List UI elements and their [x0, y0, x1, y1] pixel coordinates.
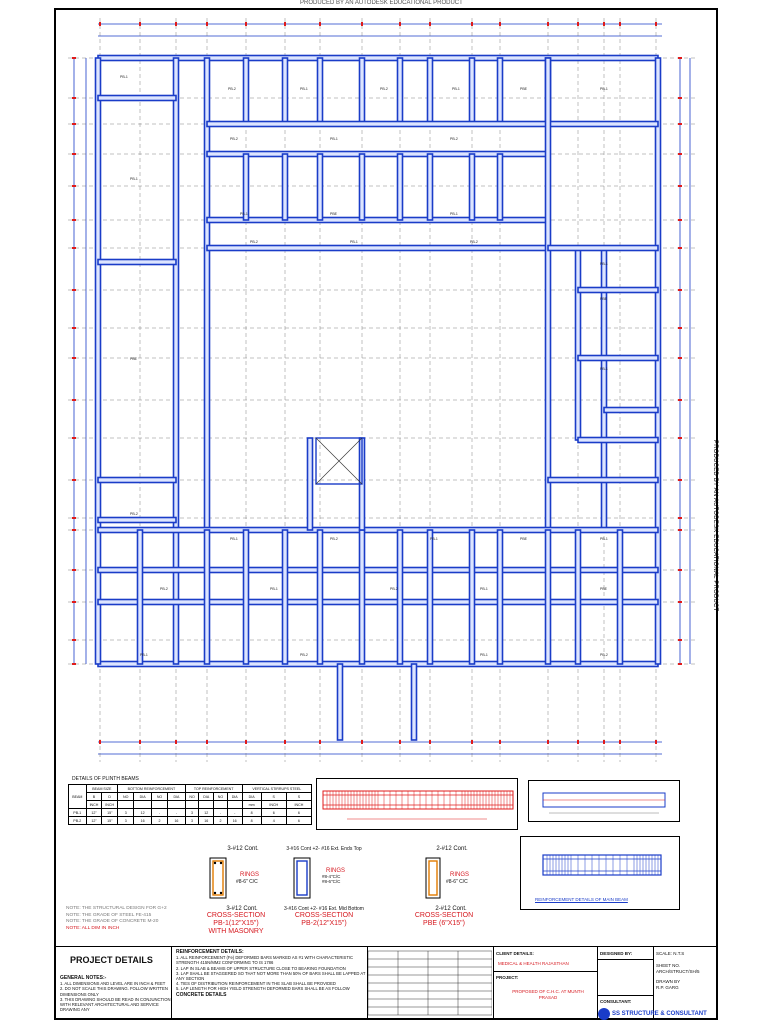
- beam: [338, 664, 343, 740]
- beam: [98, 528, 658, 533]
- header-top: TOP REINFORCEMENT: [185, 785, 242, 793]
- beam: [98, 478, 176, 483]
- dim-tick: [72, 529, 76, 531]
- header-stirrups: VERTICAL STIRRUPS STEEL: [242, 785, 311, 793]
- dim-tick: [619, 740, 621, 744]
- dim-tick: [139, 22, 141, 26]
- beam: [412, 664, 417, 740]
- beam-label: PB-1: [300, 87, 308, 91]
- dim-tick: [603, 740, 605, 744]
- beam: [98, 662, 658, 667]
- dim-tick: [245, 22, 247, 26]
- beam: [578, 438, 658, 443]
- lap-table-grid: [368, 947, 492, 1017]
- beam-label: PB-1: [600, 87, 608, 91]
- dim-tick: [319, 22, 321, 26]
- dim-tick: [99, 740, 101, 744]
- beam-label: PB-2: [130, 512, 138, 516]
- consultant-logo-icon: [598, 1008, 610, 1020]
- dim-tick: [72, 219, 76, 221]
- dim-tick: [72, 663, 76, 665]
- beam: [318, 58, 323, 124]
- dim-tick: [72, 639, 76, 641]
- header-bottom: BOTTOM REINFORCEMENT: [118, 785, 186, 793]
- plinth-beam-plan: [58, 10, 708, 780]
- beam-label: PB-2: [470, 240, 478, 244]
- dim-tick: [72, 479, 76, 481]
- beam-label: PB-1: [130, 177, 138, 181]
- cross-section-pb2: 3-#16 Cont +2- #16 Ext. Ends Top RINGS #8-4"C/C #8-6"C/C 3-#16 Cont +2- #16 Ext. Mid Bottom CROSS-SECTION PB-2(12"X15"): [276, 846, 372, 928]
- beam: [498, 530, 503, 664]
- beam: [428, 154, 433, 220]
- dim-tick: [72, 437, 76, 439]
- dim-tick: [678, 357, 682, 359]
- dim-tick: [678, 639, 682, 641]
- table-row: PB-2 12" 15" 3 16 2 16 3 16 2 16 8 4 6: [69, 817, 312, 825]
- schedule-table: BEAM BEAM SIZE BOTTOM REINFORCEMENT TOP REINFORCEMENT VERTICAL STIRRUPS STEEL B D NO DIA NO DIA NO DIA NO DIA DIA S S INCH INCH mm INCH INCH PB-1 12" 15" 3 12 - - 3 12 - - 8 6 6 PB-2 12" 15" 3 16 2 16 3 16 2 16 8 4 6: [68, 784, 312, 825]
- dim-tick: [139, 740, 141, 744]
- table-row: PB-1 12" 15" 3 12 - - 3 12 - - 8 6 6: [69, 809, 312, 817]
- beam-label: PB-1: [600, 537, 608, 541]
- dim-tick: [284, 740, 286, 744]
- beam: [428, 530, 433, 664]
- plinth-beam-schedule: [68, 776, 312, 846]
- beam: [283, 530, 288, 664]
- dim-tick: [678, 247, 682, 249]
- beam-label: PB-1: [350, 240, 358, 244]
- beam: [618, 530, 623, 664]
- beam: [576, 248, 581, 440]
- dim-tick: [678, 97, 682, 99]
- dim-tick: [577, 22, 579, 26]
- dim-tick: [678, 57, 682, 59]
- dim-tick: [678, 479, 682, 481]
- beam: [578, 356, 658, 361]
- dim-tick: [547, 22, 549, 26]
- dim-tick: [72, 153, 76, 155]
- dim-tick: [429, 22, 431, 26]
- beam: [604, 408, 658, 413]
- dim-tick: [72, 247, 76, 249]
- beam: [205, 530, 210, 664]
- dim-tick: [245, 740, 247, 744]
- dim-tick: [678, 185, 682, 187]
- dimension-ticks: [72, 22, 682, 744]
- beam: [470, 154, 475, 220]
- dim-tick: [471, 22, 473, 26]
- dim-tick: [72, 97, 76, 99]
- beam-typical-detail: [528, 780, 680, 822]
- red-beam-elevation: [317, 779, 517, 829]
- beam: [98, 600, 658, 605]
- beam: [546, 530, 551, 664]
- beam-label: PB-1: [480, 587, 488, 591]
- beam-label: PBE: [600, 587, 608, 591]
- dim-tick: [678, 569, 682, 571]
- beam: [470, 530, 475, 664]
- beam: [548, 478, 658, 483]
- dim-tick: [678, 601, 682, 603]
- dim-tick: [72, 57, 76, 59]
- dim-tick: [361, 740, 363, 744]
- scale-sheet-cell: SCALE: N.T.S SHEET NO. ARCH/STRUCT/SH/5 DRAWN BY R.P. GARG: [656, 951, 700, 990]
- dim-tick: [655, 22, 657, 26]
- beam-longitudinal-detail: [316, 778, 518, 830]
- dim-tick: [72, 569, 76, 571]
- section-caption: CROSS-SECTION PBE (6"X15"): [414, 912, 474, 927]
- beam: [360, 530, 365, 664]
- beam: [470, 58, 475, 124]
- section-pbe-drawing: [404, 852, 484, 904]
- beam-label: PB-1: [480, 653, 488, 657]
- lap-length-table-cell: [368, 947, 494, 1019]
- beam-label: PB-1: [230, 537, 238, 541]
- beam: [318, 530, 323, 664]
- beam: [318, 154, 323, 220]
- beam-label: PB-1: [452, 87, 460, 91]
- beam: [207, 246, 548, 251]
- main-beam-elevation: [521, 837, 679, 897]
- beam: [398, 530, 403, 664]
- beam-label: PB-1: [140, 653, 148, 657]
- dim-tick: [72, 601, 76, 603]
- dim-tick: [72, 185, 76, 187]
- beam: [283, 58, 288, 124]
- beam-label: PB-2: [330, 537, 338, 541]
- dim-tick: [678, 289, 682, 291]
- project-details-title: PROJECT DETAILS: [70, 955, 153, 965]
- beam: [308, 438, 313, 530]
- beam-label: PB-2: [390, 587, 398, 591]
- section-pb1-drawing: [196, 852, 276, 904]
- dim-tick: [399, 22, 401, 26]
- beam: [98, 518, 176, 523]
- dim-tick: [678, 153, 682, 155]
- dim-tick: [678, 663, 682, 665]
- beam: [244, 58, 249, 124]
- dim-tick: [603, 22, 605, 26]
- header-mark: BEAM: [69, 785, 87, 809]
- beam-label: PBE: [600, 297, 608, 301]
- beam: [98, 568, 658, 573]
- dim-tick: [319, 740, 321, 744]
- dim-tick: [206, 22, 208, 26]
- beam-label: PB-1: [450, 212, 458, 216]
- beam: [398, 58, 403, 124]
- dim-tick: [499, 740, 501, 744]
- beam-label: PB-1: [120, 75, 128, 79]
- beam: [546, 58, 551, 530]
- section-caption: CROSS-SECTION PB-1(12"X15") WITH MASONRY: [206, 912, 266, 935]
- beam: [578, 288, 658, 293]
- title-block: [56, 946, 716, 1019]
- beams: [96, 56, 661, 741]
- dim-tick: [499, 22, 501, 26]
- beam: [138, 530, 143, 664]
- beam-label: PB-1: [270, 587, 278, 591]
- main-beam-reinforcement-detail: [520, 836, 680, 910]
- beam: [98, 56, 658, 61]
- beam-label: PB-2: [230, 137, 238, 141]
- stair-opening: [316, 438, 362, 484]
- beam: [360, 154, 365, 220]
- dim-tick: [678, 219, 682, 221]
- beam: [360, 58, 365, 124]
- dim-tick: [678, 399, 682, 401]
- beam-label: PBE: [520, 537, 528, 541]
- section-caption: CROSS-SECTION PB-2(12"X15"): [294, 912, 354, 927]
- dim-tick: [72, 399, 76, 401]
- beam-label: PB-1: [330, 137, 338, 141]
- beam-label: PB-2: [300, 653, 308, 657]
- dim-tick: [175, 740, 177, 744]
- dim-tick: [361, 22, 363, 26]
- design-notes: NOTE: THE STRUCTURAL DESIGN FOR G+2 NOTE: THE GRADE OF STEEL FE-415 NOTE: THE GRADE OF CONCRETE M-20 NOTE: ALL DIM IN INCH: [66, 906, 167, 931]
- grid-dimension-lines: [74, 24, 690, 754]
- dim-tick: [429, 740, 431, 744]
- dim-tick: [678, 327, 682, 329]
- beam: [548, 246, 658, 251]
- beam: [498, 58, 503, 124]
- dim-tick: [72, 289, 76, 291]
- dim-tick: [678, 437, 682, 439]
- dim-tick: [678, 529, 682, 531]
- client-project-cell: CLIENT DETAILS: MEDICAL & HEALTH RAJASTHAN PROJECT: PROPOSED OF C.H.C. AT MUNTH PRASAD: [494, 947, 598, 1019]
- dim-tick: [547, 740, 549, 744]
- schedule-title: DETAILS OF PLINTH BEAMS: [72, 776, 139, 782]
- beam: [576, 530, 581, 664]
- dim-tick: [72, 357, 76, 359]
- beam: [98, 96, 176, 101]
- dim-tick: [72, 327, 76, 329]
- dim-tick: [175, 22, 177, 26]
- cross-section-pb1: 3-#12 Cont. RINGS #8-6" C/C 3-#12 Cont. CROSS-SECTION PB-1(12"X15") WITH MASONRY: [196, 846, 276, 936]
- beam: [283, 154, 288, 220]
- beam: [244, 154, 249, 220]
- beam-label: PB-1: [600, 262, 608, 266]
- beam-label: PBE: [330, 212, 338, 216]
- beam-label: PBE: [130, 357, 138, 361]
- dim-tick: [471, 740, 473, 744]
- dim-tick: [72, 517, 76, 519]
- dim-tick: [284, 22, 286, 26]
- beam: [428, 58, 433, 124]
- dim-tick: [577, 740, 579, 744]
- beam-label: PBE: [520, 87, 528, 91]
- header-size: BEAM SIZE: [86, 785, 118, 793]
- beam-label: PB-1: [240, 212, 248, 216]
- typical-beam-elevation: [529, 781, 679, 821]
- beam: [498, 154, 503, 220]
- designed-by-cell: DESIGNED BY: CONSULTANT:: [598, 947, 654, 1019]
- beam-label: PB-2: [228, 87, 236, 91]
- reinforcement-caption: REINFORCEMENT DETAILS OF MAIN BEAM: [535, 897, 628, 902]
- beam-label: PB-2: [380, 87, 388, 91]
- beam-label: PB-2: [450, 137, 458, 141]
- beam: [205, 58, 210, 530]
- beam: [244, 530, 249, 664]
- consultant-name: SS STRUCTURE & CONSULTANT: [612, 1011, 707, 1017]
- dim-tick: [678, 123, 682, 125]
- beam: [398, 154, 403, 220]
- beam-label: PB-2: [600, 653, 608, 657]
- dim-tick: [619, 22, 621, 26]
- dim-tick: [678, 517, 682, 519]
- beam-label: PB-2: [250, 240, 258, 244]
- dim-tick: [206, 740, 208, 744]
- cross-section-pbe: 2-#12 Cont. RINGS #8-6" C/C 2-#12 Cont. CROSS-SECTION PBE (6"X15"): [404, 846, 484, 928]
- dim-tick: [72, 123, 76, 125]
- dim-tick: [99, 22, 101, 26]
- project-details-cell: PROJECT DETAILS GENERAL NOTES:- 1. ALL DIMENSIONS AND LEVEL ARE IN INCH & FEET 2. DO NOT SCALE THIS DRAWING. FOLLOW WRITTEN DIMENSIONS ONLY 3. THIS DRAWING SHOULD BE READ IN CONJUNCTION WITH RELEVANT ARCHITECTURAL AND SERVICE DRAWING ANY: [56, 947, 172, 1019]
- beam: [98, 260, 176, 265]
- beam: [207, 122, 658, 127]
- beam-label: PB-1: [600, 367, 608, 371]
- watermark-top: PRODUCED BY AN AUTODESK EDUCATIONAL PRODUCT: [300, 0, 463, 6]
- beam-label: PB-1: [430, 537, 438, 541]
- reinforcement-notes-cell: REINFORCEMENT DETAILS: 1. ALL REINFORCEMENT (Fe) DEFORMED BARS MARKED AS #1 WITH CHARACTERISTIC STRENGTH 415N/MM2 CONFORMING TO IS 1786 2. LAP IN SLAB & BEAMS OF UPPER STRUCTURE CLOSE TO BEARING FOUNDATION 3. LAP SHALL BE STAGGERED SO THAT NOT MORE THAN 50% OF BARS SHALL BE LAPPED AT ANY SECTION 4. TIES OF DISTRIBUTION REINFORCEMENT IN THE SLAB SHALL BE PROVIDED 5. LAP LENGTH FOR HIGH YIELD STRENGTH DEFORMED BARS SHALL BE AS FOLLOW CONCRETE DETAILS: [172, 947, 368, 1019]
- dim-tick: [399, 740, 401, 744]
- dim-tick: [655, 740, 657, 744]
- beam-label: PB-2: [160, 587, 168, 591]
